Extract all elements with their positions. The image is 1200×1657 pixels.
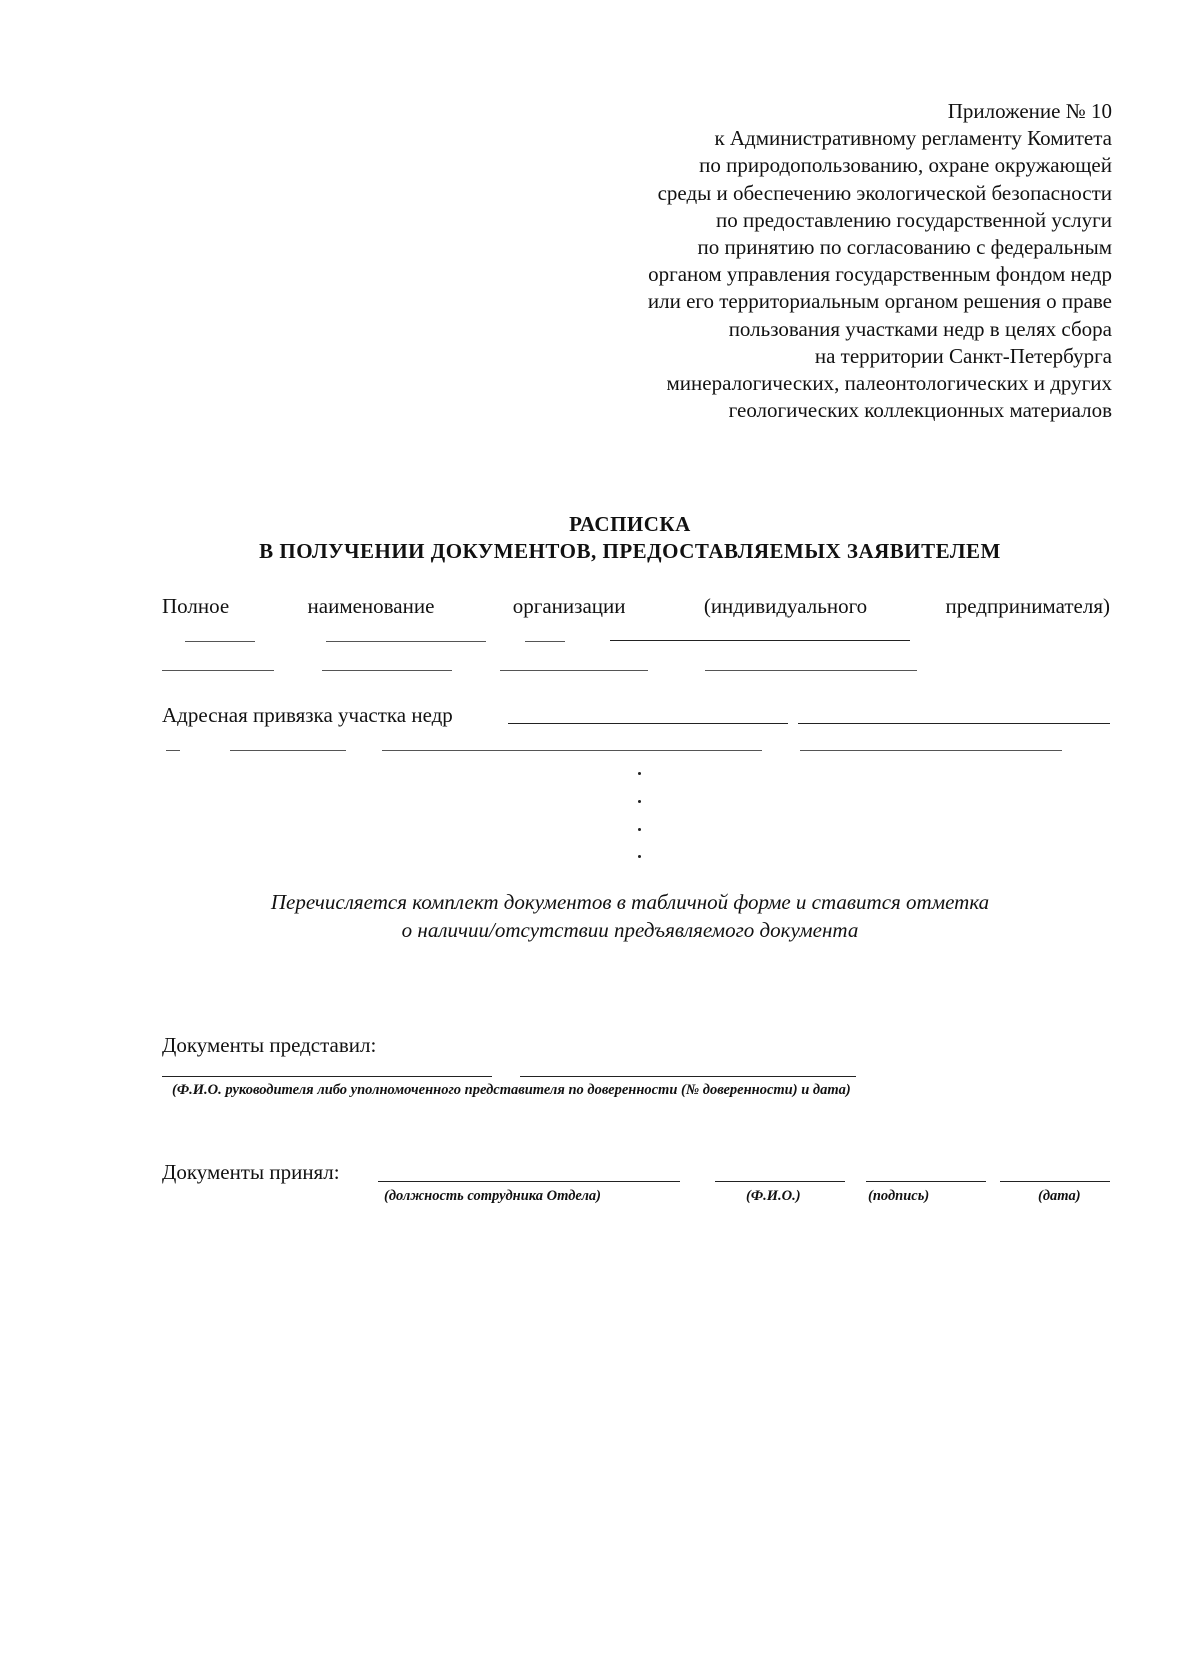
- submitted-date-line[interactable]: [520, 1076, 856, 1077]
- appendix-line: пользования участками недр в целях сбора: [728, 316, 1112, 341]
- fullname-word: организации: [512, 594, 626, 618]
- accepted-date-caption: (дата): [1038, 1188, 1081, 1204]
- appendix-line: среды и обеспечению экологической безопасности: [657, 180, 1112, 205]
- fullname-fill-line[interactable]: [500, 670, 648, 671]
- fullname-fill-line[interactable]: [322, 670, 452, 671]
- address-fill-line[interactable]: [230, 750, 346, 751]
- document-list-note: Перечисляется комплект документов в табличной форме и ставится отметка: [270, 890, 990, 914]
- fullname-fill-line[interactable]: [610, 640, 910, 641]
- appendix-line: по предоставлению государственной услуги: [716, 207, 1112, 232]
- fullname-label-row: [162, 594, 1110, 619]
- document-subtitle: В ПОЛУЧЕНИИ ДОКУМЕНТОВ, ПРЕДОСТАВЛЯЕМЫХ ЗАЯВИТЕЛЕМ: [259, 539, 1001, 563]
- ellipsis-dot: [638, 772, 641, 775]
- accepted-label: Документы принял:: [162, 1160, 340, 1184]
- accepted-name-line[interactable]: [715, 1181, 845, 1182]
- fullname-word: предпринимателя): [945, 594, 1110, 618]
- accepted-position-caption: (должность сотрудника Отдела): [384, 1188, 601, 1204]
- address-fill-line[interactable]: [382, 750, 762, 751]
- ellipsis-dot: [638, 800, 641, 803]
- address-fill-line[interactable]: [508, 723, 788, 724]
- appendix-header: [492, 98, 1112, 424]
- ellipsis-dot: [638, 828, 641, 831]
- appendix-line: на территории Санкт-Петербурга: [814, 343, 1112, 368]
- fullname-word: наименование: [307, 594, 435, 618]
- appendix-line: по принятию по согласованию с федеральным: [697, 235, 1112, 260]
- address-fill-line[interactable]: [800, 750, 1062, 751]
- accepted-signature-caption: (подпись): [868, 1188, 930, 1204]
- document-title: РАСПИСКА: [569, 512, 691, 536]
- accepted-position-line[interactable]: [378, 1181, 680, 1182]
- accepted-date-line[interactable]: [1000, 1181, 1110, 1182]
- fullname-fill-line[interactable]: [326, 641, 486, 642]
- submitted-name-line[interactable]: [162, 1076, 492, 1077]
- fullname-fill-line[interactable]: [705, 670, 917, 671]
- address-fill-line[interactable]: [798, 723, 1110, 724]
- fullname-fill-line[interactable]: [185, 641, 255, 642]
- accepted-signature-line[interactable]: [866, 1181, 986, 1182]
- appendix-line: минералогических, палеонтологических и других: [666, 371, 1112, 396]
- appendix-line: по природопользованию, охране окружающей: [699, 153, 1112, 178]
- address-fill-line[interactable]: [166, 750, 180, 751]
- accepted-name-caption: (Ф.И.О.): [746, 1188, 801, 1204]
- appendix-line: к Административному регламенту Комитета: [714, 126, 1112, 151]
- fullname-fill-line[interactable]: [525, 641, 565, 642]
- appendix-line: Приложение № 10: [947, 99, 1112, 123]
- fullname-word: Полное: [162, 594, 230, 618]
- address-label: Адресная привязка участка недр: [162, 703, 453, 727]
- submitted-caption: (Ф.И.О. руководителя либо уполномоченного представителя по доверенности (№ доверенности) и дата): [172, 1082, 851, 1098]
- appendix-line: геологических коллекционных материалов: [728, 398, 1112, 423]
- appendix-line: или его территориальным органом решения о праве: [647, 289, 1112, 314]
- ellipsis-dot: [638, 855, 641, 858]
- submitted-label: Документы представил:: [162, 1033, 377, 1057]
- document-list-note: о наличии/отсутствии предъявляемого документа: [401, 918, 859, 942]
- fullname-fill-line[interactable]: [162, 670, 274, 671]
- appendix-line: органом управления государственным фондом недр: [648, 262, 1112, 287]
- fullname-word: (индивидуального: [703, 594, 868, 618]
